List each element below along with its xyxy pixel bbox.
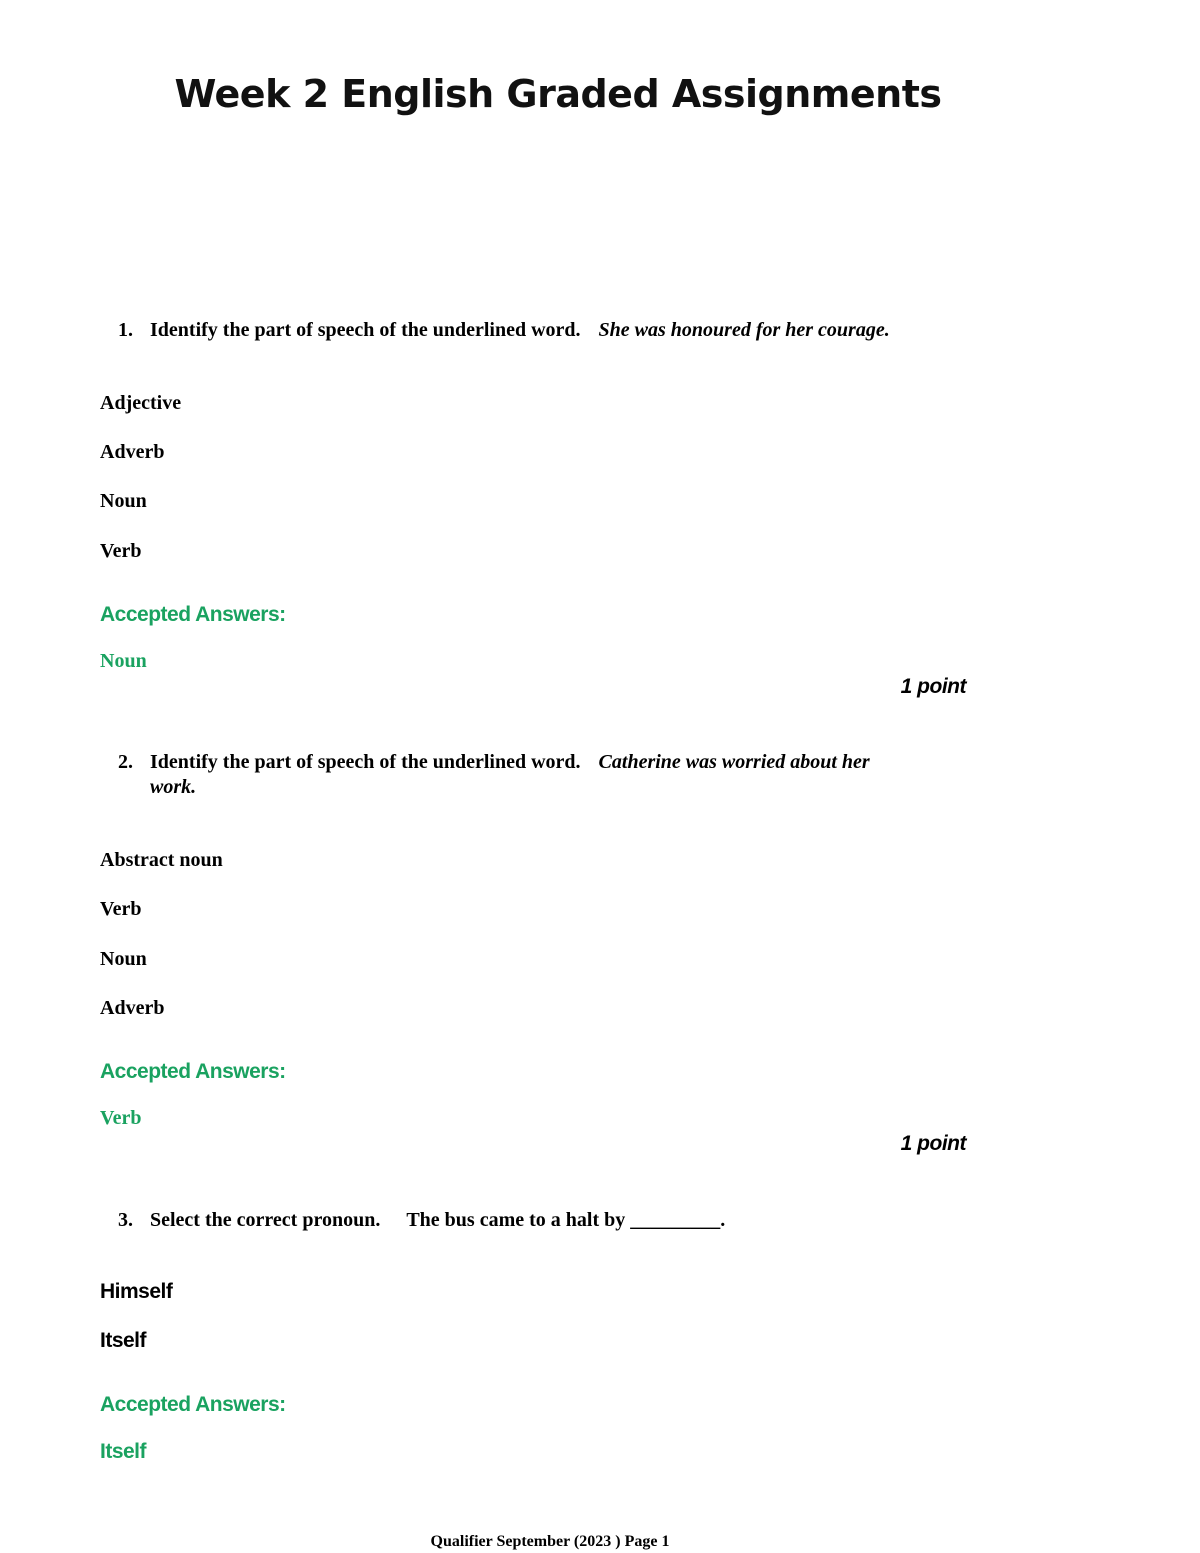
question-sentence-continued: work. <box>150 776 197 798</box>
option-verb[interactable]: Verb <box>100 898 142 920</box>
option-adverb[interactable]: Adverb <box>100 997 165 1019</box>
question-1 <box>118 318 918 343</box>
option-himself[interactable]: Himself <box>100 1280 173 1303</box>
option-adverb[interactable]: Adverb <box>100 441 165 463</box>
option-itself[interactable]: Itself <box>100 1329 147 1352</box>
accepted-answers-label: Accepted Answers: <box>100 1393 286 1416</box>
accepted-answers-label: Accepted Answers: <box>100 1060 286 1083</box>
question-text: Identify the part of speech of the underlined word. <box>150 319 581 341</box>
question-2 <box>118 750 918 800</box>
page-footer: Qualifier September (2023 ) Page 1 <box>430 1533 670 1550</box>
question-text: Identify the part of speech of the underlined word. <box>150 751 581 773</box>
question-sentence: The bus came to a halt by _________. <box>406 1209 726 1231</box>
option-noun[interactable]: Noun <box>100 490 147 512</box>
question-sentence: She was honoured for her courage. <box>598 319 890 341</box>
points-label: 1 point <box>900 675 966 698</box>
option-noun[interactable]: Noun <box>100 948 147 970</box>
question-text: Select the correct pronoun. <box>150 1209 381 1231</box>
question-3 <box>118 1208 918 1233</box>
points-label: 1 point <box>900 1132 966 1155</box>
option-abstract-noun[interactable]: Abstract noun <box>100 849 223 871</box>
question-number: 2. <box>118 751 133 773</box>
accepted-answer: Verb <box>100 1107 142 1129</box>
question-sentence: Catherine was worried about her <box>598 751 870 773</box>
page-title: Week 2 English Graded Assignments <box>174 72 942 116</box>
option-adjective[interactable]: Adjective <box>100 392 182 414</box>
accepted-answer: Itself <box>100 1440 147 1463</box>
option-verb[interactable]: Verb <box>100 540 142 562</box>
question-number: 3. <box>118 1209 133 1231</box>
accepted-answer: Noun <box>100 650 147 672</box>
accepted-answers-label: Accepted Answers: <box>100 603 286 626</box>
question-number: 1. <box>118 319 133 341</box>
